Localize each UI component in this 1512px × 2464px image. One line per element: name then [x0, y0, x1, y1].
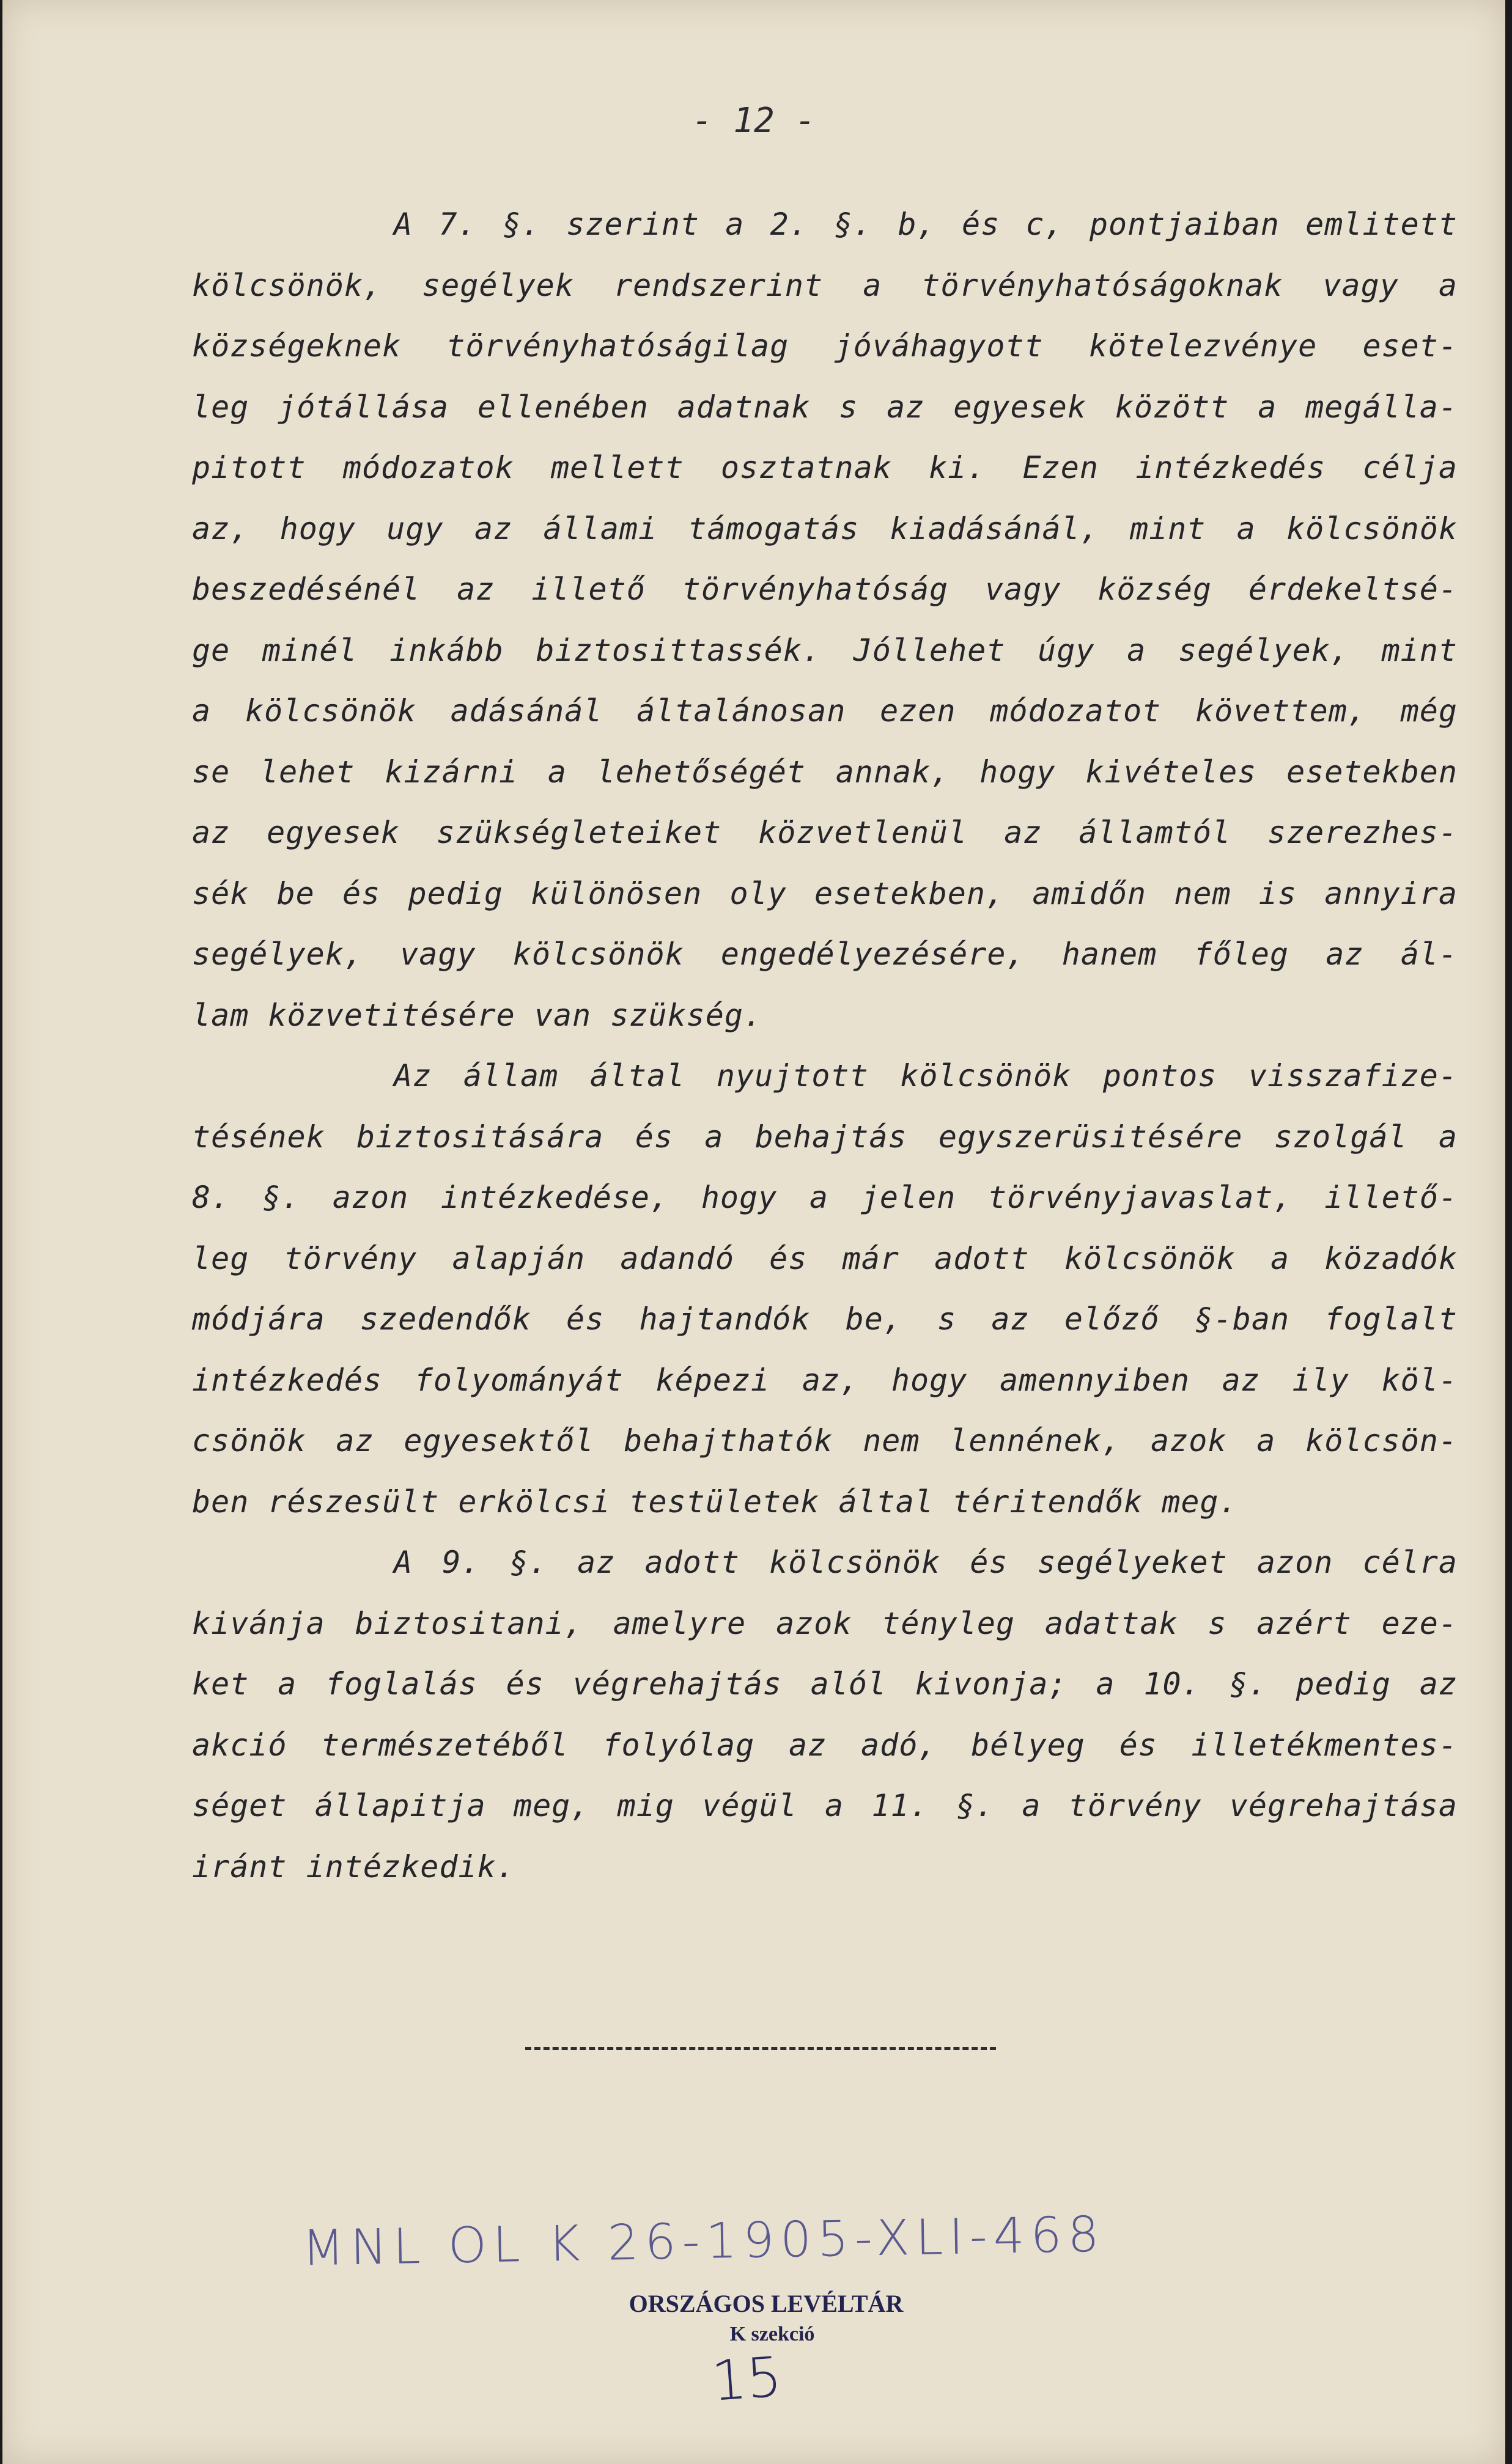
archive-reference: MNL OL K 26-1905-XLI-468: [301, 2205, 1106, 2277]
text-line: leg törvény alapján adandó és már adott kölcsönök a közadók: [192, 1240, 1458, 1276]
text-line: ket a foglalás és végrehajtás alól kivonja; a 10. §. pedig az: [192, 1666, 1458, 1702]
text-line: Az állam által nyujtott kölcsönök pontos visszafize-: [394, 1058, 1458, 1094]
text-line: a kölcsönök adásánál általánosan ezen módozatot követtem, még: [192, 693, 1458, 729]
text-line: iránt intézkedik.: [192, 1848, 515, 1885]
text-line: leg jótállása ellenében adatnak s az egyesek között a megálla-: [192, 389, 1458, 425]
document-page: [2, 0, 1505, 2464]
text-line: módjára szedendők és hajtandók be, s az előző §-ban foglalt: [192, 1301, 1458, 1337]
text-line: 8. §. azon intézkedése, hogy a jelen törvényjavaslat, illető-: [192, 1180, 1458, 1215]
archive-stamp-number: 15: [709, 2345, 784, 2414]
text-line: lam közvetitésére van szükség.: [192, 997, 763, 1033]
text-line: az, hogy ugy az állami támogatás kiadásánál, mint a kölcsönök: [192, 510, 1458, 546]
text-line: se lehet kizárni a lehetőségét annak, hogy kivételes esetekben: [192, 754, 1458, 790]
text-line: segélyek, vagy kölcsönök engedélyezésére, hanem főleg az ál-: [192, 936, 1458, 972]
text-line: sék be és pedig különösen oly esetekben, amidőn nem is annyira: [192, 875, 1458, 911]
text-line: csönök az egyesektől behajthatók nem lennének, azok a kölcsön-: [192, 1423, 1458, 1458]
text-line: községeknek törvényhatóságilag jóváhagyott kötelezvénye eset-: [192, 328, 1458, 364]
text-line: akció természetéből folyólag az adó, bélyeg és illetékmentes-: [192, 1727, 1458, 1763]
archive-stamp-title: ORSZÁGOS LEVÉLTÁR: [629, 2290, 904, 2317]
text-line: séget állapitja meg, mig végül a 11. §. a törvény végrehajtása: [192, 1788, 1458, 1823]
page-number: - 12 -: [691, 101, 816, 141]
text-line: kölcsönök, segélyek rendszerint a törvényhatóságoknak vagy a: [192, 267, 1458, 303]
text-line: pitott módozatok mellett osztatnak ki. Ezen intézkedés célja: [192, 450, 1458, 485]
text-line: ben részesült erkölcsi testületek által téritendők meg.: [192, 1484, 1238, 1520]
text-line: tésének biztositására és a behajtás egyszerüsitésére szolgál a: [192, 1119, 1458, 1155]
text-line: beszedésénél az illető törvényhatóság vagy község érdekeltsé-: [192, 572, 1458, 607]
text-line: ge minél inkább biztosittassék. Jóllehet úgy a segélyek, mint: [192, 632, 1458, 668]
text-line: A 7. §. szerint a 2. §. b, és c, pontjaiban emlitett: [394, 207, 1458, 242]
archive-stamp-section: K szekció: [729, 2323, 815, 2345]
text-line: intézkedés folyományát képezi az, hogy amennyiben az ily köl-: [192, 1362, 1458, 1398]
end-rule: [525, 2047, 996, 2050]
text-line: A 9. §. az adott kölcsönök és segélyeket azon célra: [394, 1545, 1458, 1580]
body-text: [192, 194, 1458, 1897]
text-line: az egyesek szükségleteiket közvetlenül az államtól szerezhes-: [192, 815, 1458, 850]
text-line: kivánja biztositani, amelyre azok tényleg adattak s azért eze-: [192, 1605, 1458, 1641]
